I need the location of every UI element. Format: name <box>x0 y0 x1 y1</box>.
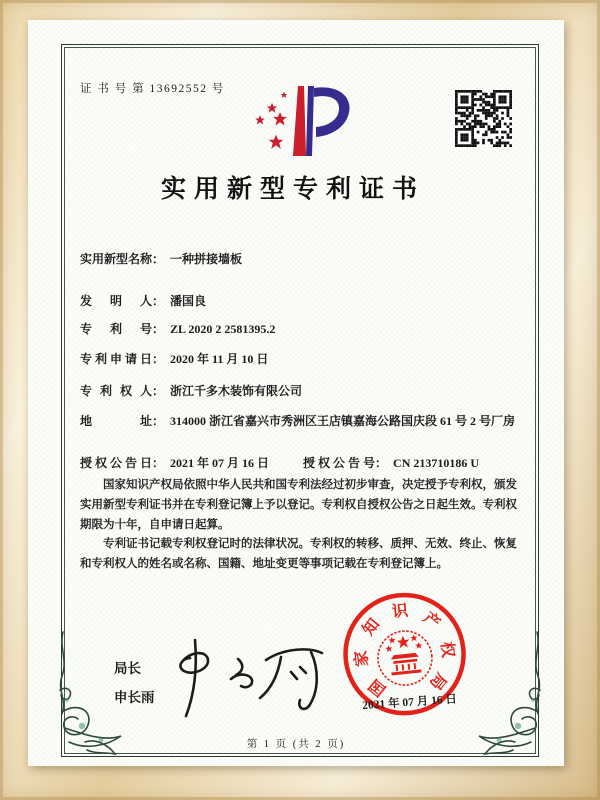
svg-text:知: 知 <box>359 615 384 639</box>
field-address: 地址 ： 314000 浙江省嘉兴市秀洲区王店镇嘉海公路国庆段 61 号 2 号厂房 <box>80 412 518 430</box>
field-value: CN 213710186 U <box>393 456 480 470</box>
field-filing-date: 专利申请日 ： 2020 年 11 月 10 日 <box>80 350 518 368</box>
field-value: 浙江千多木装饰有限公司 <box>170 384 303 398</box>
legal-paragraph-1: 国家知识产权局依照中华人民共和国专利法经过初步审查，决定授予专利权，颁发实用新型专利证书并在专利登记簿上予以登记。专利权自授权公告之日起生效。专利权期限为十年，自申请日起算。 <box>80 479 517 531</box>
certificate-paper <box>28 20 564 766</box>
field-patentee: 专利权人 ： 浙江千多木装饰有限公司 <box>80 382 518 400</box>
field-label: 专利号 <box>80 322 152 336</box>
national-emblem-icon <box>375 628 434 687</box>
director-signature <box>150 626 336 722</box>
field-value: 314000 浙江省嘉兴市秀洲区王店镇嘉海公路国庆段 61 号 2 号厂房 <box>170 414 516 428</box>
field-value: 2020 年 11 月 10 日 <box>170 352 269 366</box>
seal-date: 2021 年 07 月 16 日 <box>361 693 458 713</box>
field-utility-model-name: 实用新型名称 ： 一种拼接墙板 <box>80 250 518 268</box>
field-value: 潘国良 <box>170 294 207 308</box>
field-value: 2021 年 07 月 16 日 <box>170 456 270 470</box>
legal-paragraph-2: 专利证书记载专利权登记时的法律状况。专利权的转移、质押、无效、终止、恢复和专利权人的姓名或名称、国籍、地址变更等事项记载在专利登记簿上。 <box>80 538 517 571</box>
official-seal <box>334 584 478 753</box>
field-value: ZL 2020 2 2581395.2 <box>170 322 276 336</box>
field-label: 发明人 <box>80 294 152 308</box>
qr-code <box>455 90 512 147</box>
field-label: 地址 <box>80 414 152 428</box>
certificate-number: 证 书 号 第 13692552 号 <box>80 83 225 95</box>
field-label: 专利权人 <box>80 384 152 398</box>
field-label: 专利申请日 <box>80 352 152 366</box>
field-grant-number: 授权公告号 ： CN 213710186 U <box>303 456 480 470</box>
cnipa-logo-icon <box>246 82 358 162</box>
certificate-title: 实用新型专利证书 <box>160 176 425 203</box>
svg-text:家: 家 <box>352 649 372 668</box>
svg-text:局: 局 <box>425 669 450 693</box>
legal-text <box>80 476 518 575</box>
director-name: 申长雨 <box>114 690 155 706</box>
field-label: 授权公告日 <box>80 456 152 470</box>
field-label: 授权公告号 <box>303 456 376 470</box>
director-block <box>114 654 155 712</box>
svg-text:权: 权 <box>437 640 457 659</box>
svg-text:国: 国 <box>366 675 390 699</box>
svg-text:产: 产 <box>419 609 443 633</box>
field-label: 实用新型名称 <box>80 252 153 266</box>
field-patent-number: 专利号 ： ZL 2020 2 2581395.2 <box>80 320 518 338</box>
svg-text:识: 识 <box>391 602 409 622</box>
field-inventor: 发明人 ： 潘国良 <box>80 292 518 310</box>
director-title: 局长 <box>114 661 141 676</box>
page-number: 第 1 页 (共 2 页) <box>246 739 346 750</box>
field-grant-row: 授权公告日 ： 2021 年 07 月 16 日 授权公告号 ： CN 213710186 U <box>80 456 480 470</box>
field-value: 一种拼接墙板 <box>170 252 243 266</box>
